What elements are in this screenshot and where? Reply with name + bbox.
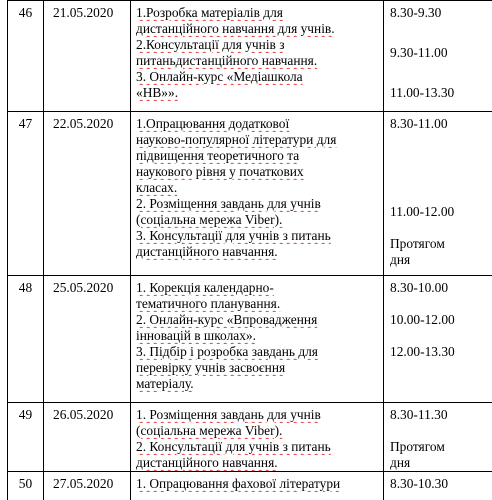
time-slot: 8.30-10.00 (390, 280, 449, 295)
task-list (131, 403, 384, 472)
time-slot: 12.00-13.30 (390, 344, 455, 359)
time-slot: 11.00-13.30 (390, 85, 455, 100)
row-date: 26.05.2020 (44, 403, 131, 472)
task-line: підвищення теоретичного та (136, 148, 300, 163)
row-number: 47 (8, 112, 44, 276)
task-line: перевірку учнів засвоєння (136, 360, 286, 375)
task-list (131, 472, 384, 500)
task-line: 2. Розміщення завдань для учнів (136, 196, 321, 211)
row-date: 22.05.2020 (44, 112, 131, 276)
task-line: дистанційного навчання для учнів. (136, 21, 335, 36)
time-slot: Протягом (390, 236, 445, 251)
task-line: класах. (136, 180, 178, 195)
time-list (384, 472, 492, 500)
row-number: 48 (8, 276, 44, 403)
task-line: 1.Розробка матеріалів для (136, 5, 283, 20)
task-line: 1. Опрацювання фахової літератури (136, 476, 341, 491)
table-row (8, 1, 492, 112)
row-number: 46 (8, 1, 44, 112)
table-row (8, 276, 492, 403)
task-line: 1. Корекція календарно- (136, 280, 274, 295)
row-number: 49 (8, 403, 44, 472)
time-slot: 8.30-9.30 (390, 5, 442, 20)
time-list (384, 112, 492, 276)
time-slot: 10.00-12.00 (390, 312, 455, 327)
task-line: дистанційного навчання. (136, 244, 278, 259)
time-slot: 8.30-10.30 (390, 476, 449, 491)
time-slot: дня (390, 252, 411, 267)
task-line: науково-популярної літератури для (136, 132, 337, 147)
row-date: 27.05.2020 (44, 472, 131, 500)
task-line: 3. Підбір і розробка завдань для (136, 344, 318, 359)
task-line: 2. Консультації для учнів з питань (136, 439, 331, 454)
time-list (384, 276, 492, 403)
schedule-table (7, 0, 492, 500)
task-line: наукового рівня у початкових (136, 164, 304, 179)
task-line: інновацій в школах». (136, 328, 256, 343)
time-list (384, 1, 492, 112)
time-slot: 11.00-12.00 (390, 204, 455, 219)
time-slot: 9.30-11.00 (390, 45, 448, 60)
row-date: 21.05.2020 (44, 1, 131, 112)
table-row (8, 403, 492, 472)
time-list (384, 403, 492, 472)
table-row (8, 112, 492, 276)
task-line: 3. Консультації для учнів з питань (136, 228, 331, 243)
task-line: тематичного планування. (136, 296, 281, 311)
task-line: 2. Онлайн-курс «Впровадження (136, 312, 318, 327)
task-line: 1. Розміщення завдань для учнів (136, 407, 321, 422)
task-line: 2.Консультації для учнів з (136, 37, 285, 52)
row-date: 25.05.2020 (44, 276, 131, 403)
task-line: (соціальна мережа Viber). (136, 212, 283, 227)
time-slot: 8.30-11.00 (390, 116, 448, 131)
task-list (131, 1, 384, 112)
task-line: дистанційного навчання. (136, 455, 278, 470)
task-line: питаньдистанційного навчання. (136, 53, 318, 68)
time-slot: Протягом (390, 439, 445, 454)
task-line: (соціальна мережа Viber). (136, 423, 283, 438)
time-slot: 8.30-11.30 (390, 407, 448, 422)
task-line: 1.Опрацювання додаткової (136, 116, 290, 131)
task-list (131, 112, 384, 276)
row-number: 50 (8, 472, 44, 500)
table-row (8, 472, 492, 500)
task-line: 3. Онлайн-курс «Медіашкола (136, 69, 303, 84)
task-line: матеріалу. (136, 376, 194, 391)
task-list (131, 276, 384, 403)
task-line: «НВ»». (136, 85, 179, 100)
time-slot: дня (390, 455, 411, 470)
